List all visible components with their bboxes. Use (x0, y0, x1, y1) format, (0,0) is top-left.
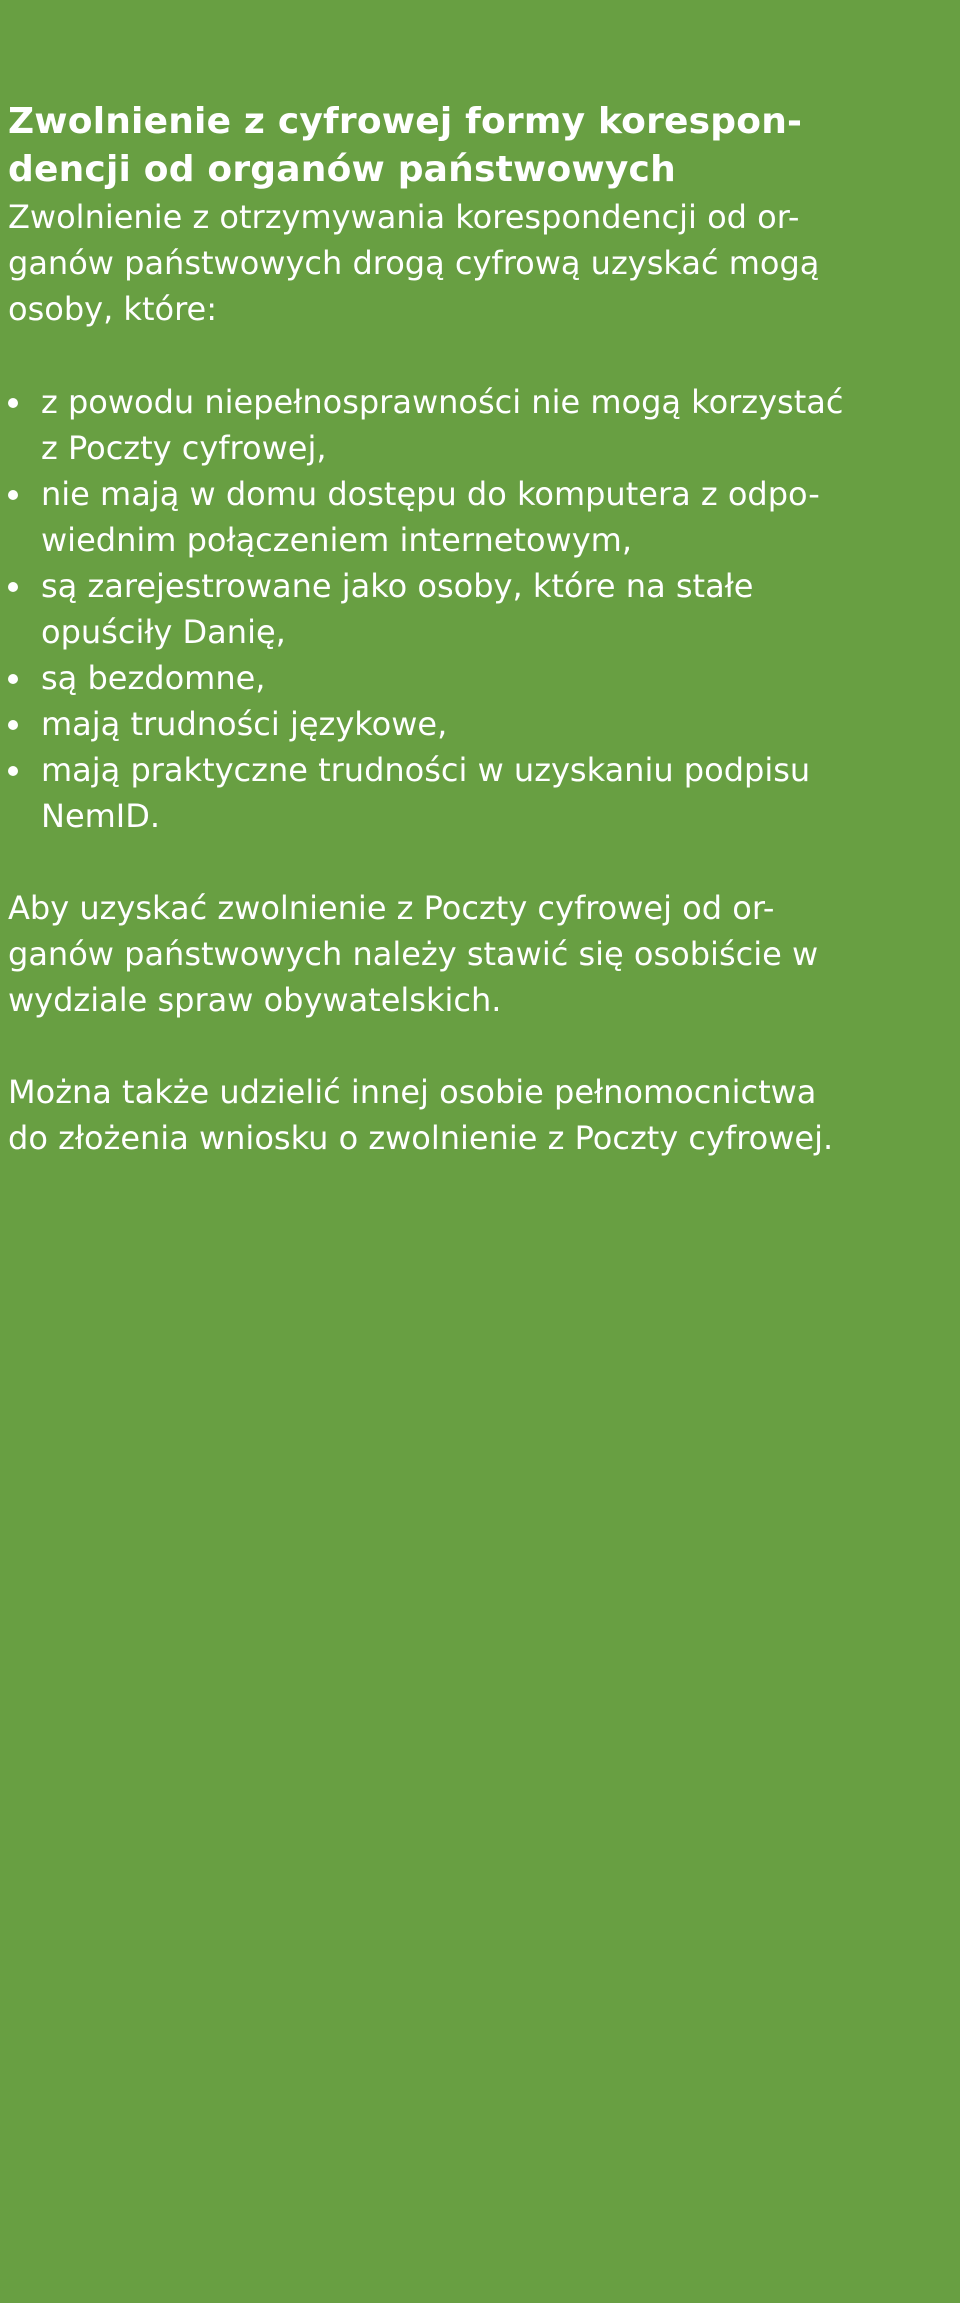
bullet-icon (8, 766, 18, 776)
intro-paragraph (8, 194, 868, 332)
eligibility-list (8, 379, 868, 839)
paragraph-line: wydziale spraw obywatelskich. (8, 981, 502, 1019)
title-line: Zwolnienie z cyfrowej formy korespon- (8, 101, 803, 142)
list-item-line: są zarejestrowane jako osoby, które na stałe (41, 567, 754, 605)
bullet-icon (8, 674, 18, 684)
proxy-paragraph (8, 1069, 868, 1161)
paragraph-line: ganów państwowych należy stawić się osobiście w (8, 935, 819, 973)
intro-line: Zwolnienie z otrzymywania korespondencji od or- (8, 198, 800, 236)
list-item-line: mają praktyczne trudności w uzyskaniu podpisu (41, 751, 811, 789)
paragraph-line: do złożenia wniosku o zwolnienie z Poczty cyfrowej. (8, 1119, 834, 1157)
list-item (8, 471, 868, 563)
bullet-icon (8, 398, 18, 408)
intro-line: ganów państwowych drogą cyfrową uzyskać mogą (8, 244, 820, 282)
list-item-line: nie mają w domu dostępu do komputera z odpo- (41, 475, 820, 513)
list-item (8, 379, 868, 471)
list-item-line: NemID. (41, 797, 161, 835)
document-title (8, 98, 868, 194)
list-item-line: są bezdomne, (41, 659, 266, 697)
document-content (8, 98, 868, 1161)
intro-line: osoby, które: (8, 290, 217, 328)
bullet-icon (8, 582, 18, 592)
list-item-line: z powodu niepełnosprawności nie mogą korzystać (41, 383, 844, 421)
list-item-line: wiednim połączeniem internetowym, (41, 521, 632, 559)
list-item (8, 563, 868, 655)
list-item-line: z Poczty cyfrowej, (41, 429, 327, 467)
bullet-icon (8, 490, 18, 500)
list-item-line: opuściły Danię, (41, 613, 286, 651)
title-line: dencji od organów państwowych (8, 149, 676, 190)
list-item (8, 701, 868, 747)
list-item (8, 655, 868, 701)
paragraph-line: Aby uzyskać zwolnienie z Poczty cyfrowej od or- (8, 889, 775, 927)
list-item (8, 747, 868, 839)
list-item-line: mają trudności językowe, (41, 705, 448, 743)
paragraph-line: Można także udzielić innej osobie pełnomocnictwa (8, 1073, 817, 1111)
bullet-icon (8, 720, 18, 730)
application-paragraph (8, 885, 868, 1023)
